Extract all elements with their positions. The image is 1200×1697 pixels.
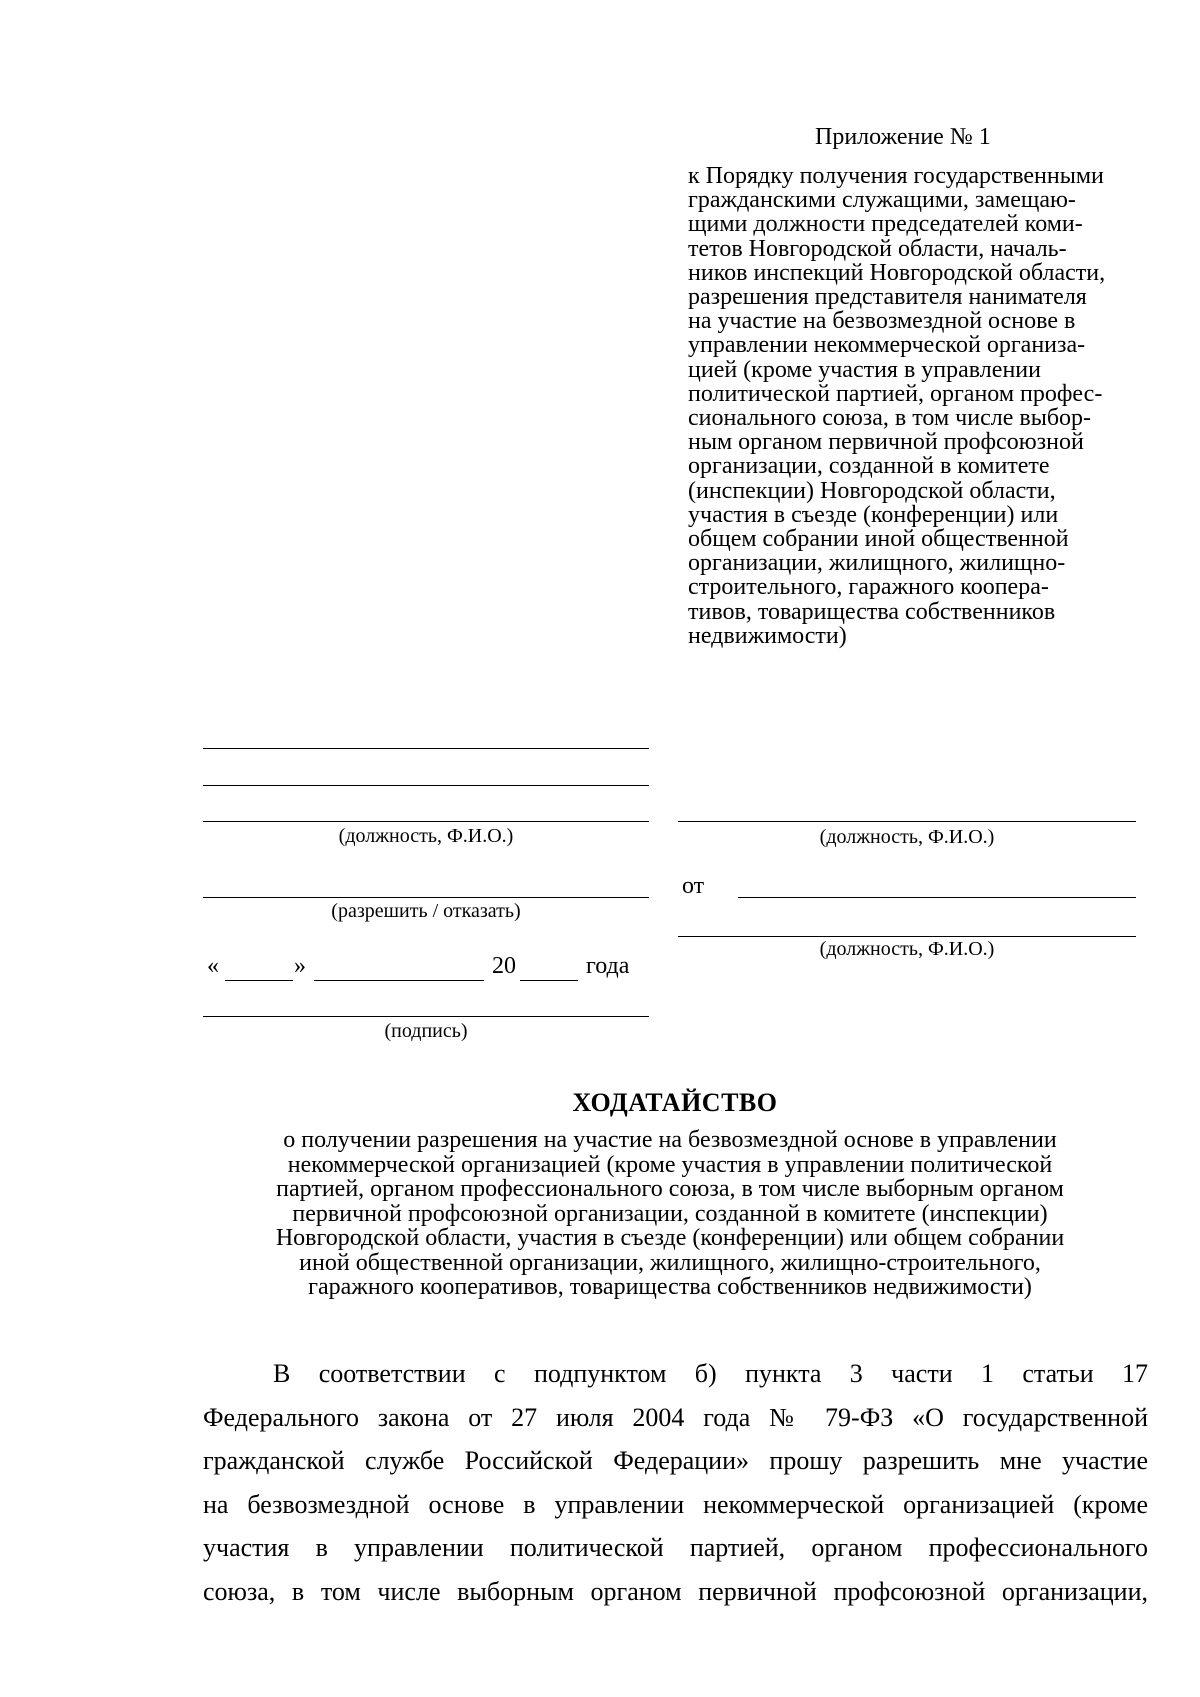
body-line: союза, в том числе выборным органом первичной профсоюзной организации, [203, 1576, 1148, 1606]
subtitle-line: первичной профсоюзной организации, созданной в комитете (инспекции) [292, 1200, 1048, 1227]
subtitle-line: о получении разрешения на участие на безвозмездной основе в управлении [283, 1127, 1057, 1153]
document-subtitle [190, 1128, 1150, 1300]
appendix-description [688, 164, 1148, 648]
appendix-line: к Порядку получения государственными [688, 163, 1104, 189]
decision-line [203, 897, 649, 898]
approver-line-1 [203, 748, 649, 749]
signature-line [203, 1016, 649, 1017]
addressee-position-caption: (должность, Ф.И.О.) [819, 826, 995, 848]
appendix-line: участия в съезде (конференции) или [688, 501, 1059, 528]
body-line: участия в управлении политической партией, органом профессионального [203, 1533, 1148, 1563]
applicant-line-2 [678, 936, 1136, 937]
appendix-line: управлении некоммерческой организа- [688, 332, 1086, 359]
subtitle-line: иной общественной организации, жилищного, жилищно-строительного, [299, 1249, 1041, 1276]
appendix-line: сионального союза, в том числе выбор- [688, 405, 1092, 432]
appendix-line: цией (кроме участия в управлении [688, 356, 1041, 383]
date-open-quote: « [207, 953, 219, 979]
appendix-line: щими должности председателей коми- [688, 211, 1083, 238]
appendix-line: (инспекции) Новгородской области, [688, 477, 1056, 504]
appendix-line: тивов, товарищества собственников [688, 598, 1056, 625]
addressee-line [678, 821, 1136, 822]
applicant-position-caption: (должность, Ф.И.О.) [819, 938, 995, 960]
body-line: В соответствии с подпунктом б) пункта 3 части 1 статьи 17 [273, 1359, 1148, 1388]
body-paragraph [203, 1352, 1148, 1614]
date-day-line [225, 980, 293, 981]
date-close-quote: » [294, 953, 306, 979]
date-year-line [520, 980, 578, 981]
appendix-line: организации, жилищного, жилищно- [688, 550, 1066, 577]
appendix-line: строительного, гаражного коопера- [688, 574, 1049, 601]
appendix-line: гражданскими служащими, замещаю- [688, 187, 1076, 214]
appendix-title: Приложение № 1 [815, 124, 991, 150]
appendix-line: ников инспекций Новгородской области, [688, 259, 1106, 286]
signature-caption: (подпись) [384, 1020, 468, 1042]
body-line: на безвозмездной основе в управлении некоммерческой организацией (кроме [203, 1489, 1148, 1519]
appendix-line: на участие на безвозмездной основе в [688, 308, 1076, 335]
decision-caption: (разрешить / отказать) [331, 900, 521, 922]
subtitle-line: некоммерческой организацией (кроме участия в управлении политической [287, 1151, 1053, 1178]
appendix-line: организации, созданной в комитете [688, 453, 1050, 480]
date-month-line [314, 980, 484, 981]
appendix-line: недвижимости) [688, 622, 847, 649]
applicant-line-1 [738, 897, 1136, 898]
document-title: ХОДАТАЙСТВО [572, 1088, 778, 1117]
appendix-line: тетов Новгородской области, началь- [688, 235, 1067, 262]
approver-line-3 [203, 821, 649, 822]
date-year-prefix: 20 [492, 953, 516, 979]
approver-line-2 [203, 785, 649, 786]
subtitle-line: гаражного кооперативов, товарищества собственников недвижимости) [308, 1274, 1032, 1300]
subtitle-line: партией, органом профессионального союза, в том числе выборным органом [276, 1176, 1064, 1202]
appendix-line: общем собрании иной общественной [688, 526, 1069, 553]
from-label: от [682, 873, 705, 899]
subtitle-line: Новгородской области, участия в съезде (конференции) или общем собрании [275, 1225, 1065, 1251]
appendix-line: ным органом первичной профсоюзной [688, 429, 1084, 456]
body-line: Федерального закона от 27 июля 2004 года № 79-ФЗ «О государственной [203, 1402, 1148, 1432]
body-line: гражданской службе Российской Федерации» прошу разрешить мне участие [203, 1446, 1148, 1476]
appendix-line: разрешения представителя нанимателя [688, 284, 1087, 311]
appendix-line: политической партией, органом профес- [688, 380, 1103, 407]
approver-position-caption: (должность, Ф.И.О.) [338, 825, 514, 847]
date-year-suffix: года [586, 953, 630, 979]
